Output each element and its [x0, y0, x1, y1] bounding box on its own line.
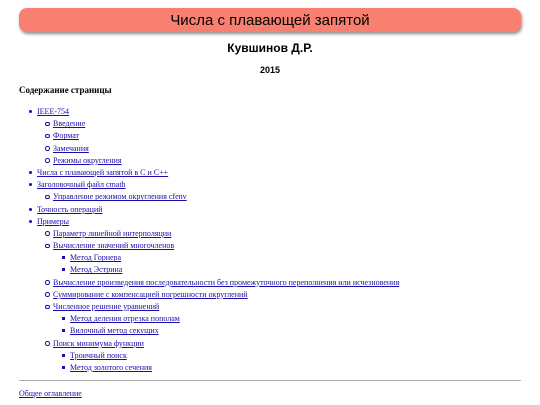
toc-item: [0, 264, 399, 276]
bullet-icon: [45, 195, 50, 200]
toc-item: [0, 240, 399, 252]
bullet-icon: [45, 134, 50, 139]
toc-link[interactable]: Метод Эстрина: [70, 265, 123, 275]
toc-item: [0, 289, 399, 301]
toc-item: [0, 338, 399, 350]
toc-link[interactable]: Точность операций: [37, 204, 103, 214]
page-title: Числа с плавающей запятой: [170, 11, 370, 29]
bullet-icon: [62, 268, 65, 271]
toc-item: [0, 204, 399, 216]
bullet-icon: [62, 366, 65, 369]
footer: [19, 389, 82, 398]
toc-link[interactable]: Численное решение уравнений: [53, 302, 160, 311]
toc-item: [0, 277, 399, 289]
toc-item: [0, 118, 399, 130]
bullet-icon: [62, 329, 65, 332]
general-contents-link[interactable]: Общее оглавление: [19, 389, 82, 398]
toc-link[interactable]: Метод золотого сечения: [70, 362, 152, 372]
toc-item: [0, 106, 399, 118]
toc-item: [0, 191, 399, 203]
bullet-icon: [62, 354, 65, 357]
bullet-icon: [45, 305, 50, 310]
toc-link[interactable]: Троичный поиск: [70, 350, 127, 360]
bullet-icon: [29, 208, 32, 211]
bullet-icon: [45, 341, 50, 346]
toc-item: [0, 252, 399, 264]
toc-heading: Содержание страницы: [19, 85, 112, 95]
toc-link[interactable]: Заголовочный файл cmath: [37, 180, 126, 190]
toc-item: [0, 216, 399, 228]
bullet-icon: [45, 244, 50, 249]
toc-link[interactable]: Режимы округления: [53, 155, 122, 165]
bullet-icon: [62, 256, 65, 259]
toc-item: [0, 143, 399, 155]
bullet-icon: [45, 292, 50, 297]
toc-link[interactable]: Поиск минимума функции: [53, 338, 144, 348]
toc-link[interactable]: IEEE-754: [37, 107, 69, 116]
bullet-icon: [45, 231, 50, 236]
toc-link[interactable]: Примеры: [37, 216, 70, 226]
footer-divider: [19, 380, 521, 381]
author-name: Кувшинов Д.Р.: [227, 41, 313, 55]
toc-item: [0, 167, 399, 179]
table-of-contents: [0, 106, 399, 374]
page-title-banner: [19, 8, 521, 32]
toc-link[interactable]: Замечания: [53, 143, 89, 153]
toc-link[interactable]: Вилочный метод секущих: [70, 326, 159, 336]
bullet-icon: [45, 146, 50, 151]
bullet-icon: [45, 122, 50, 127]
bullet-icon: [29, 171, 32, 174]
toc-link[interactable]: Вычисление значений многочленов: [53, 241, 175, 251]
toc-link[interactable]: Числа с плавающей запятой в C и C++: [37, 167, 169, 177]
bullet-icon: [45, 280, 50, 285]
toc-link[interactable]: Вычисление произведения последовательности без промежуточного переполнения или исчезновения: [53, 277, 400, 287]
toc-link[interactable]: Формат: [53, 131, 80, 141]
toc-item: [0, 179, 399, 191]
toc-link[interactable]: Метод деления отрезка пополам: [70, 314, 180, 324]
toc-link[interactable]: Введение: [53, 119, 86, 129]
toc-link[interactable]: Суммирование с компенсацией погрешности округлений: [53, 289, 248, 299]
toc-item: [0, 350, 399, 362]
toc-item: [0, 301, 399, 313]
bullet-icon: [29, 183, 32, 186]
bullet-icon: [45, 158, 50, 163]
bullet-icon: [29, 220, 32, 223]
toc-item: [0, 362, 399, 374]
bullet-icon: [62, 317, 65, 320]
toc-item: [0, 325, 399, 337]
toc-link[interactable]: Параметр линейной интерполяции: [53, 228, 172, 238]
toc-item: [0, 155, 399, 167]
publication-year: 2015: [259, 65, 281, 75]
toc-item: [0, 313, 399, 325]
bullet-icon: [29, 110, 32, 113]
toc-item: [0, 130, 399, 142]
toc-link[interactable]: Управление режимом округления cfenv: [53, 192, 187, 202]
toc-link[interactable]: Метод Горнера: [70, 253, 122, 263]
toc-item: [0, 228, 399, 240]
